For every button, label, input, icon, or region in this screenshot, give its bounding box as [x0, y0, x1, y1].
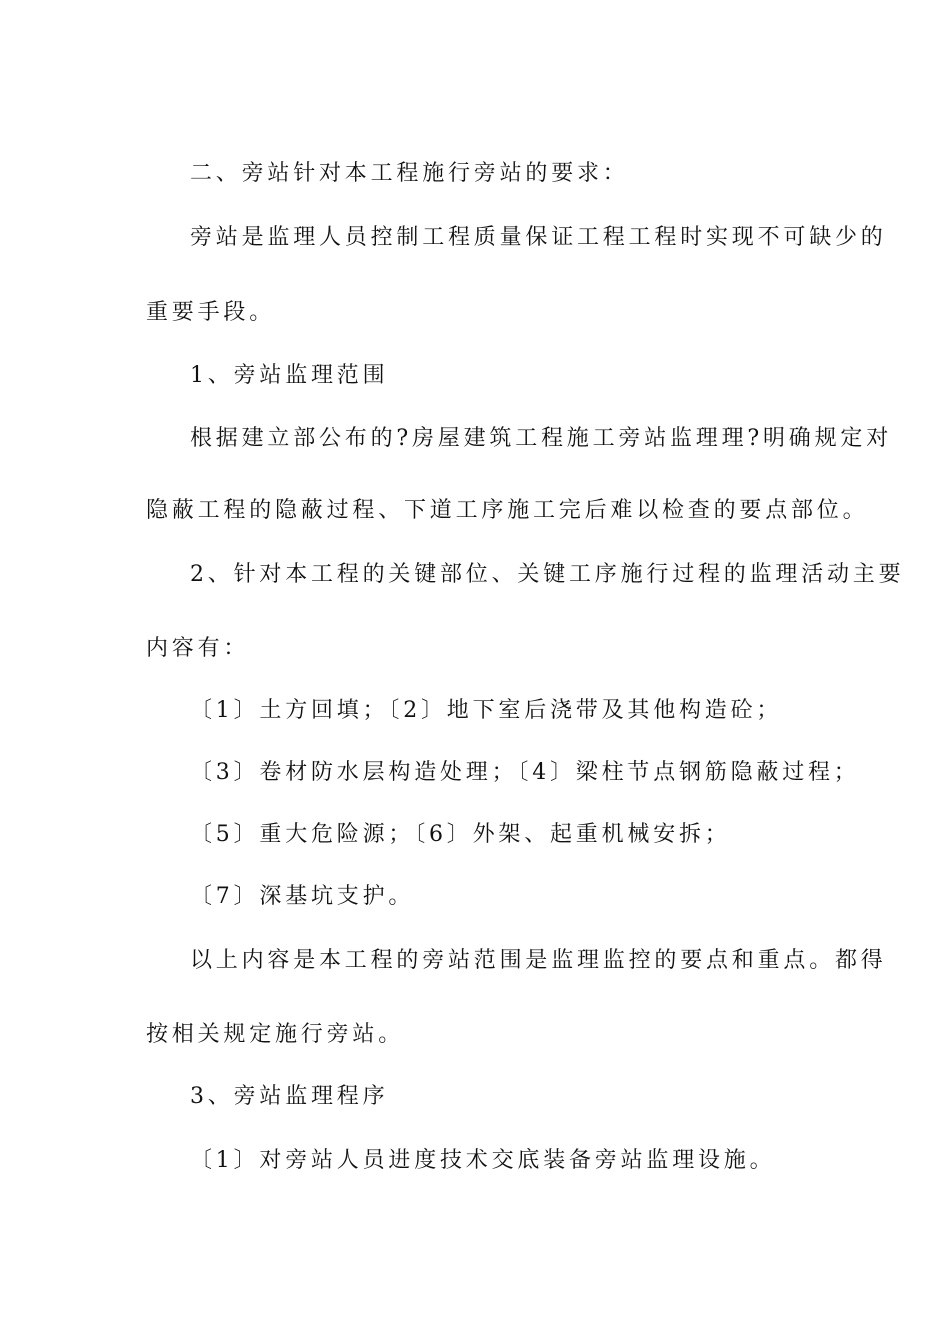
paragraph-line: 内容有：	[146, 636, 250, 661]
paragraph-line: 旁站是监理人员控制工程质量保证工程工程时实现不可缺少的	[190, 225, 887, 250]
paragraph-line: 根据建立部公布的?房屋建筑工程施工旁站监理理?明确规定对	[190, 426, 892, 451]
paragraph-line: 隐蔽工程的隐蔽过程、下道工序施工完后难以检查的要点部位。	[146, 498, 869, 523]
list-item: 〔1〕对旁站人员进度技术交底装备旁站监理设施。	[190, 1148, 776, 1173]
list-item: 〔1〕土方回填；〔2〕地下室后浇带及其他构造砼；	[190, 698, 783, 723]
paragraph-line: 重要手段。	[146, 300, 276, 325]
list-item: 〔7〕深基坑支护。	[190, 884, 415, 909]
paragraph-line: 以上内容是本工程的旁站范围是监理监控的要点和重点。都得	[190, 948, 887, 973]
section-heading: 二、旁站针对本工程施行旁站的要求：	[190, 161, 629, 186]
list-item: 〔3〕卷材防水层构造处理；〔4〕梁柱节点钢筋隐蔽过程；	[190, 760, 860, 785]
subsection-heading: 1、旁站监理范围	[190, 363, 389, 388]
subsection-heading: 2、针对本工程的关键部位、关键工序施行过程的监理活动主要	[190, 562, 905, 587]
subsection-heading: 3、旁站监理程序	[190, 1084, 389, 1109]
list-item: 〔5〕重大危险源；〔6〕外架、起重机械安拆；	[190, 822, 731, 847]
paragraph-line: 按相关规定施行旁站。	[146, 1022, 405, 1047]
